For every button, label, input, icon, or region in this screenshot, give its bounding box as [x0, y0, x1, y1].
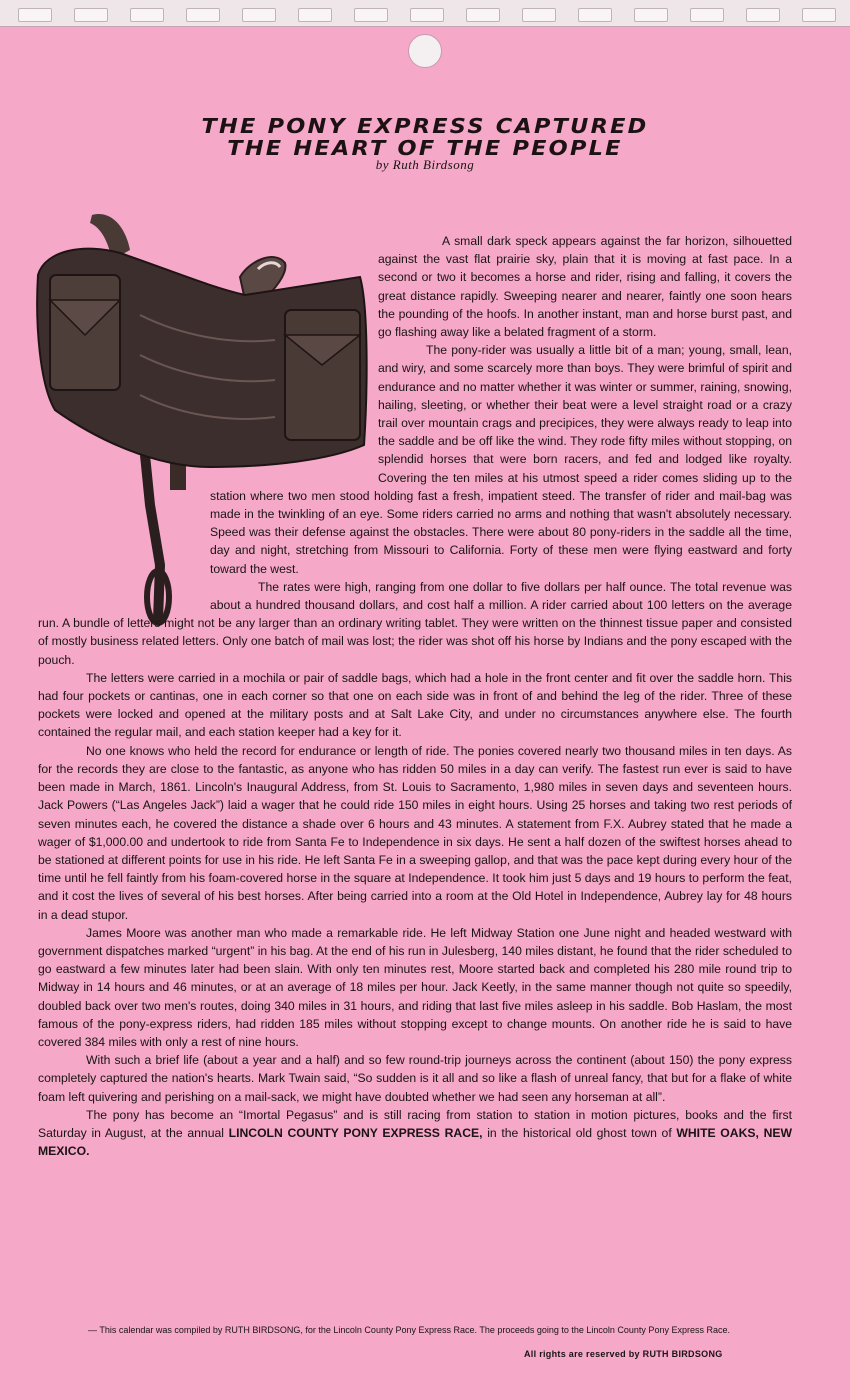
- rights-notice: All rights are reserved by RUTH BIRDSONG: [524, 1349, 723, 1359]
- binding-slot: [634, 8, 668, 22]
- article-body: [38, 232, 792, 1160]
- closing-text-1: The pony has become an “Imortal Pegasus” and is still racing from station to station in motion pictures, books and the first Saturday in August, at the annual: [38, 1107, 792, 1140]
- binding-slot: [522, 8, 556, 22]
- binding-slot: [690, 8, 724, 22]
- binding-slot: [18, 8, 52, 22]
- binding-slot: [130, 8, 164, 22]
- binding-slot: [466, 8, 500, 22]
- paragraph: With such a brief life (about a year and a half) and so few round-trip journeys across the continent (about 150) the pony express completely captured the nation's hearts. Mark Twain said, “So sudden is it all and so like a flash of unreal fancy, that but for a flake of white foam left quivering and perishing on a mail-sack, we might have doubted whether we had seen any horseman at all”.: [38, 1053, 792, 1104]
- binding-slot: [802, 8, 836, 22]
- paragraph: The letters were carried in a mochila or pair of saddle bags, which had a hole in the front center and fit over the saddle horn. This had four pockets or cantinas, one in each corner so that one on each side was in front of and behind the leg of the rider. Three of these pockets were locked and opened at the military posts and at Salt Lake City, and under no circumstances anywhere else. The fourth contained the regular mail, and each station keeper had a key for it.: [38, 670, 792, 740]
- paragraph: No one knows who held the record for endurance or length of ride. The ponies covered nearly two thousand miles in ten days. As for the records they are close to the fantastic, as anyone who has ridden 50 miles in a day can verify. The fastest run ever is said to have been made in March, 1861. Lincoln's Inaugural Address, from St. Louis to Sacramento, 1,980 miles in seven days and seventeen hours. Jack Powers (“Las Angeles Jack”) laid a wager that he could ride 150 miles in eight hours. Using 25 horses and taking two rest periods of seven minutes each, he covered the distance a shade over 6 hours and 43 minutes. A statement from F.X. Aubrey stated that he made a wager of $1,000.00 and undertook to ride from Santa Fe to Independence in six days. He sent a half dozen of the swiftest horses ahead to be stationed at different points for use in his ride. He left Santa Fe in a sweeping gallop, and that was the pace kept during every hour of the time until he fell faintly from his foam-covered horse in the square at Independence. It took him just 5 days and 19 hours to perform the feat, and it cost the lives of several of his best horses. After being carried into a room at the Old Hotel in Independence, Aubrey lay for 48 hours in a dead stupor.: [38, 743, 792, 922]
- binding-slot: [410, 8, 444, 22]
- spiral-binding: [0, 0, 850, 27]
- paragraph: The pony-rider was usually a little bit of a man; young, small, lean, and wiry, and some scarcely more than boys. They were brimful of spirit and endurance and no matter whether it was winter or summer, raining, snowing, hailing, sleeting, or whether their beat were a level straight road or a crazy trail over mountain crags and precipices, they were always ready to leap into the saddle and be off like the wind. They rode fifty miles without stopping, on splendid horses that were born racers, and fed and lodged like royalty. Covering the ten miles at his utmost speed a rider comes sliding up to the station where two men stood holding fast a fresh, impatient steed. The transfer of rider and mail-bag was made in the twinkling of an eye. Some riders carried no arms and nothing that wasn't absolutely necessary. Speed was their defense against the obstacles. There were about 80 pony-riders in the saddle all the time, day and night, stretching from Missouri to California. Forty of these men were flying eastward and forty toward the west.: [210, 343, 792, 576]
- binding-slot: [242, 8, 276, 22]
- binding-slot: [74, 8, 108, 22]
- illustration-space: [38, 232, 378, 474]
- title-line-1: THE PONY EXPRESS CAPTURED: [201, 114, 649, 138]
- binding-slot: [746, 8, 780, 22]
- binding-slot: [578, 8, 612, 22]
- binding-slot: [354, 8, 388, 22]
- illustration-space-lower: [38, 474, 210, 604]
- binding-slot: [186, 8, 220, 22]
- paragraph: The rates were high, ranging from one dollar to five dollars per half ounce. The total revenue was about a hundred thousand dollars, and cost half a million. A rider carried about 100 letters on the average run. A bundle of letters might not be any larger than an ordinary writing tablet. They were written on the thinnest tissue paper and consisted of mostly business related letters. Only one batch of mail was lost; the rider was shot off his horse by Indians and the pony escaped with the pouch.: [38, 579, 792, 667]
- closing-text-2: in the historical old ghost town of: [482, 1125, 677, 1140]
- closing-paragraph: [38, 1106, 792, 1161]
- binding-slot: [298, 8, 332, 22]
- footer-note: — This calendar was compiled by RUTH BIRDSONG, for the Lincoln County Pony Express Race. The proceeds going to the Lincoln County Pony Express Race.: [88, 1325, 730, 1335]
- hanging-hole: [408, 34, 442, 68]
- paragraph: James Moore was another man who made a remarkable ride. He left Midway Station one June night and headed westward with government dispatches marked “urgent” in his bag. At the end of his run in Julesberg, 140 miles distant, he found that the rider scheduled to go eastward a few minutes later had been slain. With only ten minutes rest, Moore started back and completed his 280 mile round trip to Midway in 14 hours and 46 minutes, or at an average of 18 miles per hour. Jack Keetly, in the same manner though not quite so speedily, doubled back over two men's routes, doing 340 miles in 31 hours, and riding that last five miles asleep in his saddle. Bob Haslam, the most famous of the pony-express riders, had ridden 185 miles without stopping except to change mounts. On another ride he is said to have covered 384 miles with only a rest of nine hours.: [38, 925, 792, 1049]
- location-name: WHITE OAKS, NEW MEXICO.: [38, 1125, 793, 1159]
- byline: by Ruth Birdsong: [375, 157, 475, 172]
- paragraph: A small dark speck appears against the far horizon, silhouetted against the vast flat prairie sky, plain that it is moving at fast pace. In a second or two it becomes a horse and rider, rising and falling, it covers the great distance rapidly. Sweeping nearer and nearer, faintly one soon hears the pounding of the hoofs. In another instant, man and horse burst past, and go flashing away like a belated fragment of a storm.: [378, 234, 792, 340]
- race-name: LINCOLN COUNTY PONY EXPRESS RACE,: [228, 1125, 483, 1140]
- title-line-2: THE HEART OF THE PEOPLE: [227, 136, 623, 160]
